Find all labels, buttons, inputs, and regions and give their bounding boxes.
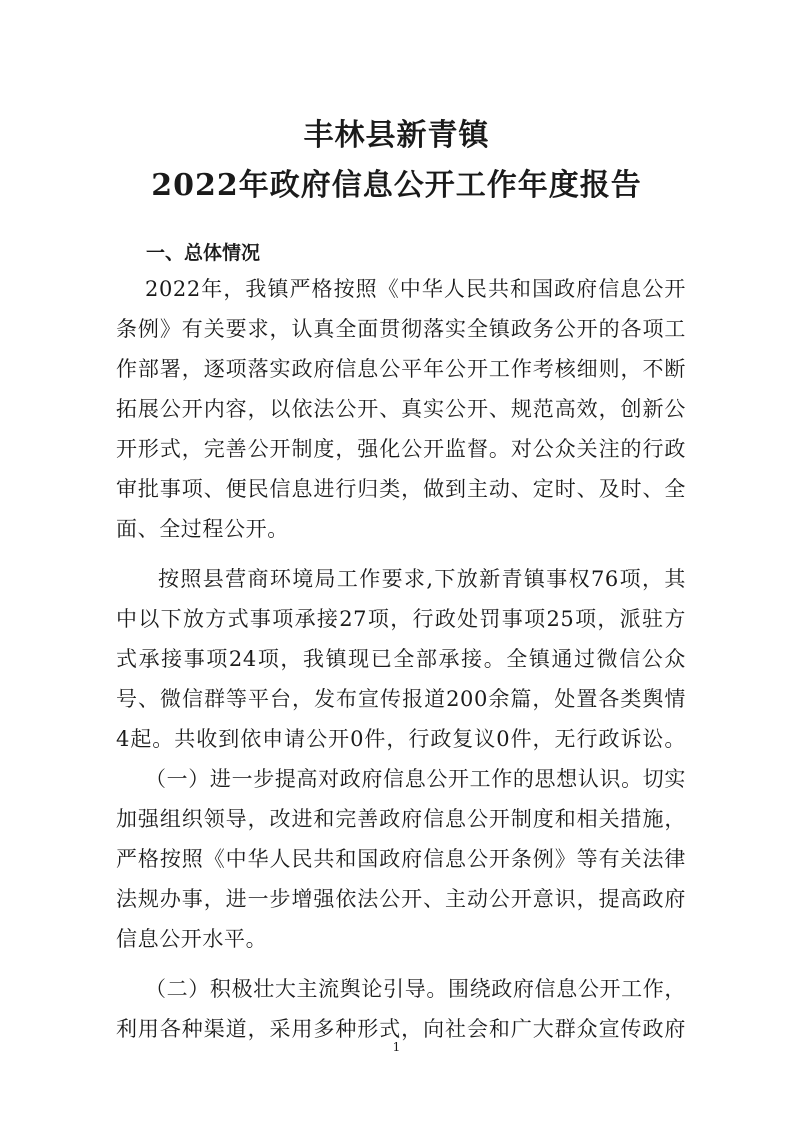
paragraph-line: 法规办事，进一步增强依法公开、主动公开意识，提高政府 [116,887,686,911]
paragraph-line: 式承接事项24项，我镇现已全部承接。全镇通过微信公众 [116,647,686,671]
paragraph-line: 面、全过程公开。 [116,517,289,541]
document-title-line2: 2022年政府信息公开工作年度报告 [151,168,642,203]
paragraph-line: 拓展公开内容，以依法公开、真实公开、规范高效，创新公 [116,397,686,421]
paragraph-line: 2022年，我镇严格按照《中华人民共和国政府信息公开 [145,277,686,301]
paragraph-line: 条例》有关要求，认真全面贯彻落实全镇政务公开的各项工 [116,317,686,341]
section-heading: 一、总体情况 [146,242,261,264]
paragraph-line: 开形式，完善公开制度，强化公开监督。对公众关注的行政 [116,437,686,461]
paragraph-line: 利用各种渠道，采用多种形式，向社会和广大群众宣传政府 [116,1017,686,1041]
paragraph-line: 号、微信群等平台，发布宣传报道200余篇，处置各类舆情 [116,687,686,711]
paragraph-line: 中以下放方式事项承接27项，行政处罚事项25项，派驻方 [116,607,686,631]
paragraph-line: 作部署，逐项落实政府信息公平年公开工作考核细则，不断 [116,357,686,381]
paragraph-line: 按照县营商环境局工作要求,下放新青镇事权76项，其 [158,567,686,591]
paragraph-line: （二）积极壮大主流舆论引导。围绕政府信息公开工作， [145,977,686,1001]
paragraph-line: 4起。共收到依申请公开0件，行政复议0件，无行政诉讼。 [116,727,686,751]
paragraph-line: （一）进一步提高对政府信息公开工作的思想认识。切实 [145,767,686,791]
paragraph-line: 严格按照《中华人民共和国政府信息公开条例》等有关法律 [116,847,686,871]
page-number: 1 [392,1040,401,1054]
paragraph-line: 加强组织领导，改进和完善政府信息公开制度和相关措施， [116,807,686,831]
paragraph-line: 信息公开水平。 [116,927,268,951]
paragraph-line: 审批事项、便民信息进行归类，做到主动、定时、及时、全 [116,477,686,501]
document-title-line1: 丰林县新青镇 [303,118,490,153]
